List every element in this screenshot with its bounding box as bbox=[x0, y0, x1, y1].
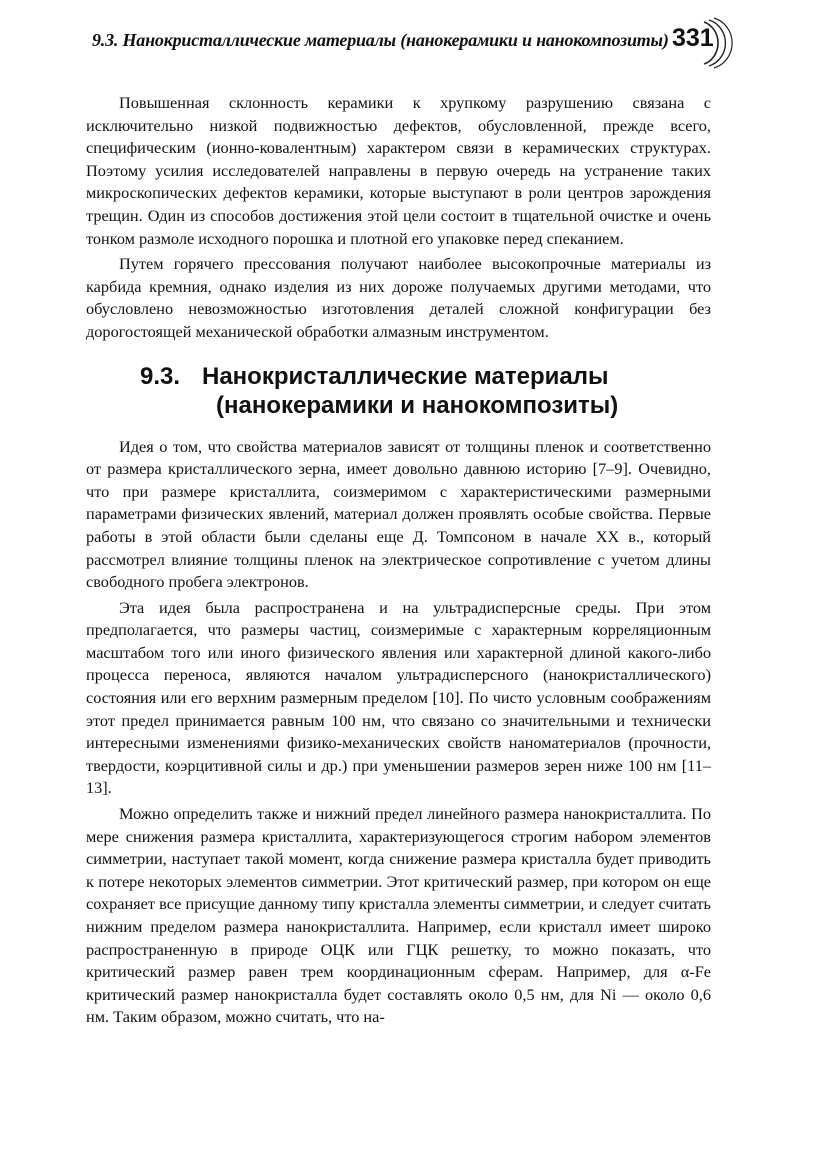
page-body bbox=[86, 92, 711, 1029]
section-number: 9.3. bbox=[140, 362, 181, 390]
paragraph-ultradisperse: Эта идея была распространена и на ультрадисперсные среды. При этом предполагается, что размеры частиц, соизмеримые с характерным корреляционным масштабом того или иного физического явления или характерной длиной какого-либо процесса переноса, являются началом ультрадисперсного (нанокристаллического) состояния или его верхним размерным пределом [10]. По чисто условным соображениям этот предел принимается равным 100 нм, что связано со значительными и технически интересными изменениями физико-механических свойств наноматериалов (прочности, твердости, коэрцитивной силы и др.) при уменьшении размеров зерен ниже 100 нм [11–13]. bbox=[86, 597, 711, 798]
running-header bbox=[92, 24, 732, 58]
section-title-line1: Нанокристаллические материалы bbox=[202, 362, 609, 390]
section-heading bbox=[86, 362, 711, 420]
paragraph-brittleness: Повышенная склонность керамики к хрупкому разрушению связана с исключительно низкой подвижностью дефектов, обусловленной, прежде всего, специфическим (ионно-ковалентным) характером связи в керамических структурах. Поэтому усилия исследователей направлены в первую очередь на устранение таких микроскопических дефектов керамики, которые выступают в роли центров зарождения трещин. Один из способов достижения этой цели состоит в тщательной очистке и очень тонком размоле исходного порошка и плотной его упаковке перед спеканием. bbox=[86, 93, 711, 248]
running-title: 9.3. Нанокристаллические материалы (нанокерамики и нанокомпозиты) bbox=[92, 30, 669, 50]
paragraph-hot-pressing: Путем горячего прессования получают наиболее высокопрочные материалы из карбида кремния, однако изделия из них дороже получаемых другими методами, что обусловлено невозможностью изготовления деталей сложной конфигурации без дорогостоящей механической обработки алмазным инструментом. bbox=[86, 254, 711, 341]
paragraph-lower-limit: Можно определить также и нижний предел линейного размера нанокристаллита. По мере снижения размера кристаллита, характеризующегося строгим набором элементов симметрии, наступает такой момент, когда снижение размера кристалла будет приводить к потере некоторых элементов симметрии. Этот критический размер, при котором он еще сохраняет все присущие данному типу кристалла элементы симметрии, и следует считать нижним пределом размера нанокристаллита. Например, если кристалл имеет широко распространенную в природе ОЦК или ГЦК решетку, то можно показать, что критический размер равен трем координационным сферам. Например, для α-Fe критический размер нанокристалла будет составлять около 0,5 нм, для Ni — около 0,6 нм. Таким образом, можно считать, что на- bbox=[86, 804, 711, 1027]
section-title-line2: (нанокерамики и нанокомпозиты) bbox=[216, 391, 619, 419]
page-number-arcs-icon bbox=[696, 16, 736, 70]
paragraph-film-thickness: Идея о том, что свойства материалов зависят от толщины пленок и соответственно от размера кристаллического зерна, имеет довольно давнюю историю [7–9]. Очевидно, что при размере кристаллита, соизмеримом с характеристическими размерными параметрами физических явлений, материал должен проявлять особые свойства. Первые работы в этой области были сделаны еще Д. Томпсоном в начале XX в., который рассмотрел влияние толщины пленок на электрическое сопротивление с учетом длины свободного пробега электронов. bbox=[86, 436, 711, 592]
page-number: 331 bbox=[672, 24, 714, 52]
